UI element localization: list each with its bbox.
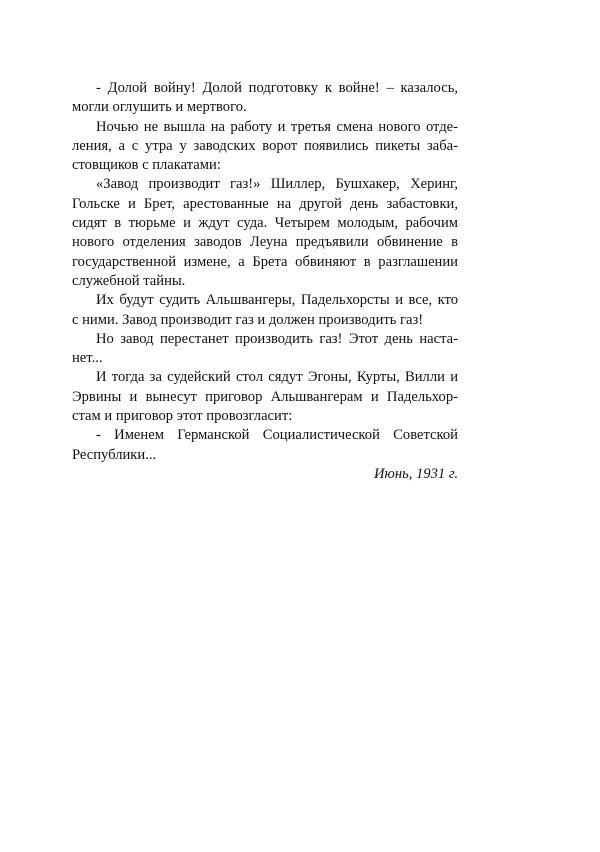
paragraph-5 xyxy=(48,330,458,369)
text-line: - Именем Германской Социалистической Советской xyxy=(96,427,458,444)
text-line: Их будут судить Альшвангеры, Падельхорсты и все, кто xyxy=(96,292,458,309)
text-line: государственной измене, а Брета обвиняют в разглашении xyxy=(72,253,458,270)
text-line: - Долой войну! Долой подготовку к войне! – казалось, xyxy=(96,80,458,96)
paragraph-6 xyxy=(48,368,458,426)
text-line: стам и приговор этот провозгласит: xyxy=(72,408,293,425)
text-line: сидят в тюрьме и ждут суда. Четырем молодым, рабочим xyxy=(72,215,458,232)
text-line: Республики... xyxy=(72,446,157,463)
text-line: могли оглушить и мертвого. xyxy=(72,99,247,116)
date-signature: Июнь, 1931 г. xyxy=(374,465,458,482)
text-line: Гольске и Брет, арестованные на другой день забастовки, xyxy=(72,195,458,212)
paragraph-4 xyxy=(48,291,458,330)
text-line: Эрвины и вынесут приговор Альшвангерам и Падельхор- xyxy=(72,388,458,405)
text-line: нет... xyxy=(72,350,103,367)
paragraph-2 xyxy=(48,118,458,176)
text-line: ления, а с утра у заводских ворот появились пикеты заба- xyxy=(72,137,458,154)
document-page xyxy=(48,79,458,484)
text-line: служебной тайны. xyxy=(72,272,186,289)
text-line: «Завод производит газ!» Шиллер, Бушхакер, Херинг, xyxy=(96,176,458,193)
text-line: стовщиков с плакатами: xyxy=(72,157,221,174)
paragraph-7 xyxy=(48,426,458,465)
text-line: И тогда за судейский стол сядут Эгоны, Курты, Вилли и xyxy=(96,369,458,386)
text-line: с ними. Завод производит газ и должен производить газ! xyxy=(72,311,424,328)
text-line: Но завод перестанет производить газ! Этот день наста- xyxy=(96,330,458,347)
text-line: Ночью не вышла на работу и третья смена нового отде- xyxy=(96,118,458,135)
paragraph-1 xyxy=(48,79,458,118)
text-line: нового отделения заводов Леуна предъявили обвинение в xyxy=(72,234,458,251)
paragraph-3 xyxy=(48,175,458,291)
